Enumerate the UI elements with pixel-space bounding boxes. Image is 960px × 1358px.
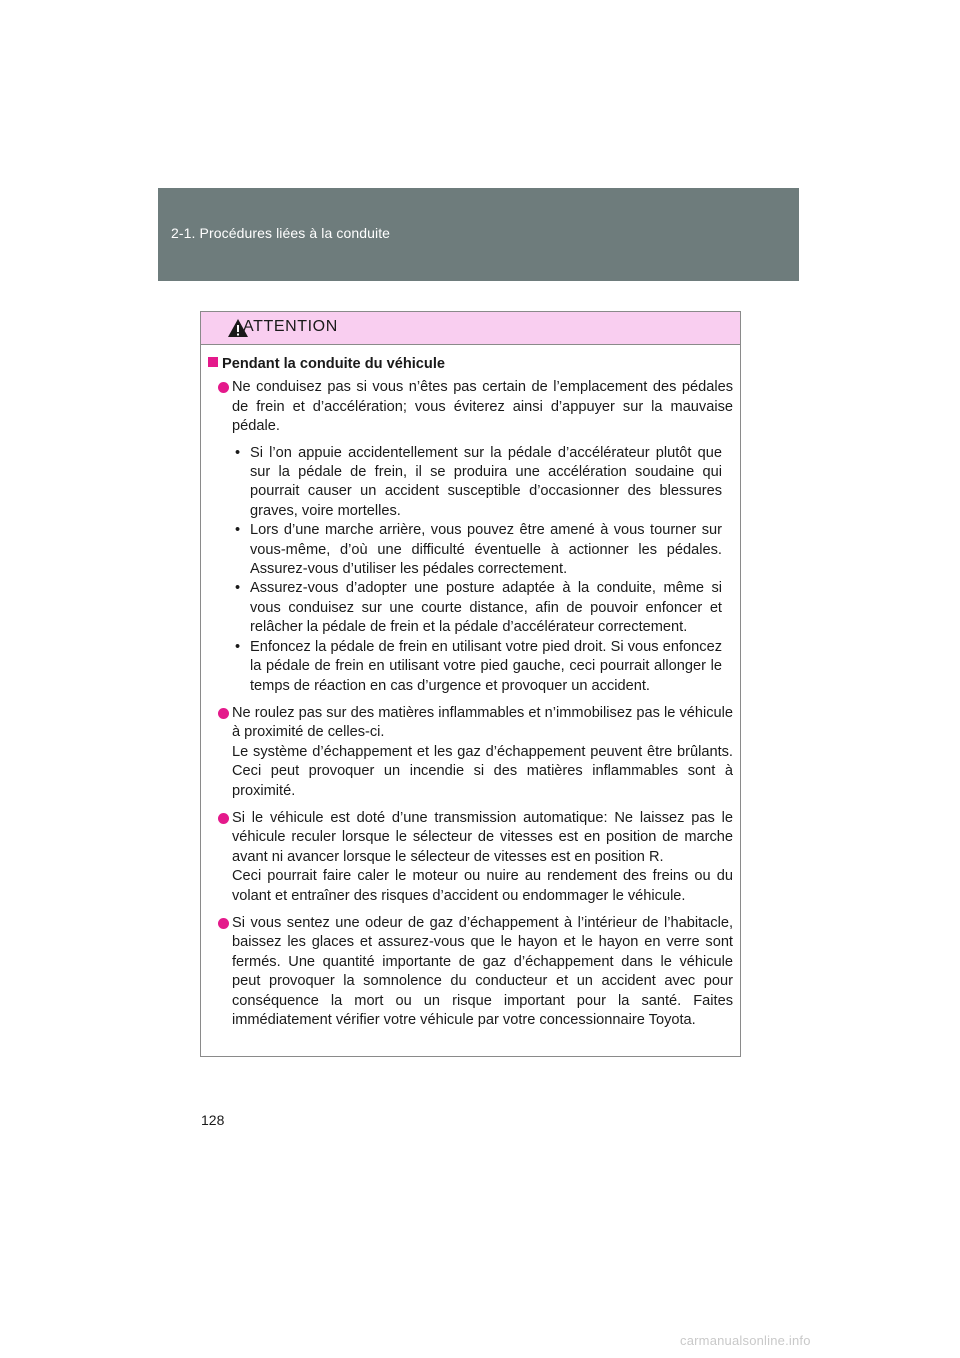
warning-item [208,378,733,696]
warning-subitem: • Assurez-vous d’adopter une posture adaptée à la conduite, même si vous conduisez sur une courte distance, afin de pouvoir enfoncer et relâcher la pédale de frein et la pédale d’accélérateur correctement. [232,579,733,637]
warning-item-text: Le système d’échappement et les gaz d’échappement peuvent être brûlants. Ceci peut provoquer un incendie si des matières inflammables sont à proximité. [232,743,733,799]
warning-item-text: Ne roulez pas sur des matières inflammables et n’immobilisez pas le véhicule à proximité de celles-ci. [232,704,733,741]
warning-item-text: Ne conduisez pas si vous n’êtes pas certain de l’emplacement des pédales de frein et d’accélération; vous éviterez ainsi d’appuyer sur la mauvaise pédale. [232,379,733,435]
dot-bullet-icon [218,918,229,929]
warning-header [201,312,740,345]
dot-bullet-icon [218,813,229,824]
square-bullet-icon [208,357,218,367]
warning-title: ATTENTION [243,318,338,335]
warning-box [200,311,741,1057]
warning-subitem: • Lors d’une marche arrière, vous pouvez être amené à vous tourner sur vous-même, d’où une difficulté éventuelle à actionner les pédales. Assurez-vous d’utiliser les pédales correctement. [232,521,733,579]
warning-topic [208,355,733,374]
section-title: 2-1. Procédures liées à la conduite [171,225,391,241]
warning-body [201,345,740,1030]
warning-topic-text: Pendant la conduite du véhicule [222,356,445,372]
section-header-band [158,188,799,281]
warning-item-text: Si vous sentez une odeur de gaz d’échappement à l’intérieur de l’habitacle, baissez les glaces et assurez-vous que le hayon et le hayon en verre sont fermés. Une quantité importante de gaz d’échappement dans le véhicule peut provoquer la somnolence du conducteur et un accident avec pour conséquence la mort ou un risque important pour la santé. Faites immédiatement vérifier votre véhicule par votre concessionnaire Toyota. [232,914,733,1028]
watermark: carmanualsonline.info [680,1333,811,1348]
dot-bullet-icon [218,382,229,393]
warning-item [208,914,733,1030]
page-number: 128 [201,1112,225,1128]
warning-subitem-list [232,444,733,696]
warning-item [208,704,733,801]
warning-item [208,809,733,906]
warning-item-text: Ceci pourrait faire caler le moteur ou nuire au rendement des freins ou du volant et entraîner des risques d’accident ou endommager le véhicule. [232,868,733,904]
warning-subitem: • Enfoncez la pédale de frein en utilisant votre pied droit. Si vous enfoncez la pédale de frein en utilisant votre pied gauche, ceci pourrait allonger le temps de réaction en cas d’urgence et provoquer un accident. [232,638,733,696]
warning-item-text: Si le véhicule est doté d’une transmission automatique: Ne laissez pas le véhicule reculer lorsque le sélecteur de vitesses est en position de marche avant ni avancer lorsque le sélecteur de vitesses est en position R. [232,809,733,865]
warning-subitem: • Si l’on appuie accidentellement sur la pédale d’accélérateur plutôt que sur la pédale de frein, il se produira une accélération soudaine qui pourrait causer un accident susceptible d’occasionner des blessures graves, voire mortelles. [232,444,733,522]
dot-bullet-icon [218,708,229,719]
